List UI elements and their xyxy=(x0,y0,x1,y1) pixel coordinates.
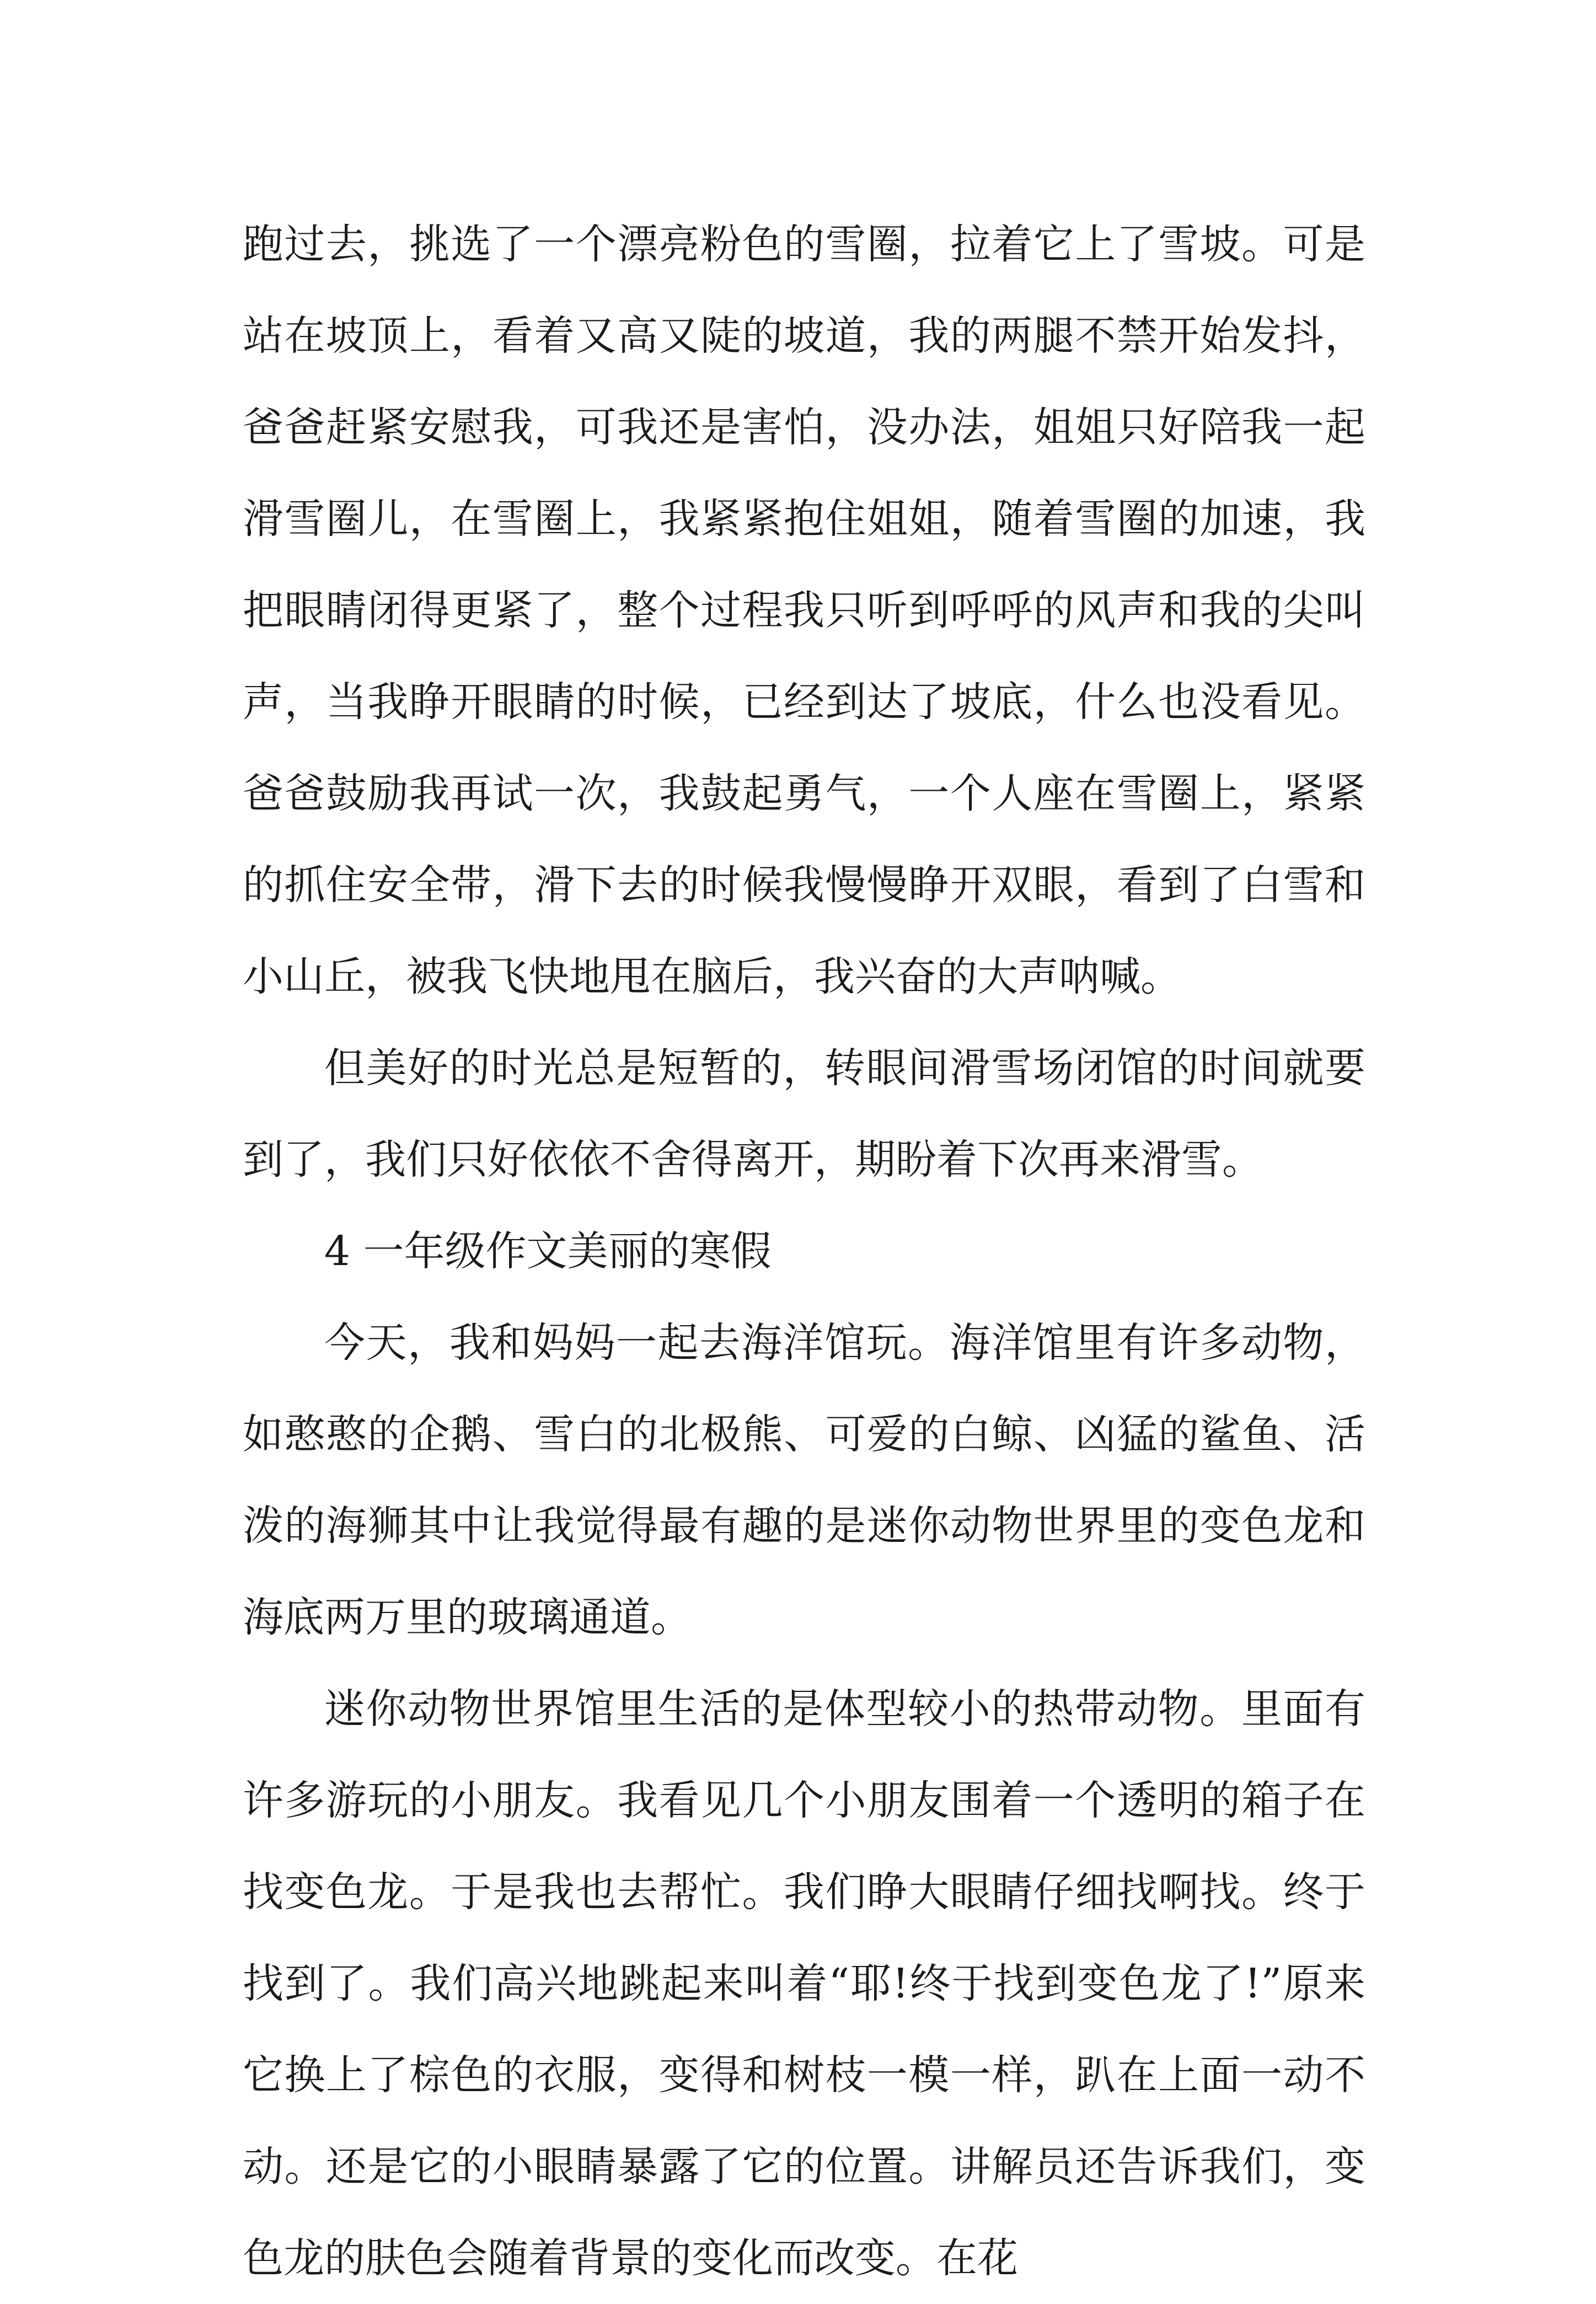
paragraph-2: 但美好的时光总是短暂的，转眼间滑雪场闭馆的时间就要到了，我们只好依依不舍得离开，期盼着下次再来滑雪。 xyxy=(243,1044,1365,1183)
paragraph-3: 今天，我和妈妈一起去海洋馆玩。海洋馆里有许多动物，如憨憨的企鹅、雪白的北极熊、可爱的白鲸、凶猛的鲨鱼、活泼的海狮其中让我觉得最有趣的是迷你动物世界里的变色龙和海底两万里的玻璃通道。 xyxy=(243,1319,1365,1641)
section-heading: 4 一年级作文美丽的寒假 xyxy=(324,1228,772,1275)
paragraph-4: 迷你动物世界馆里生活的是体型较小的热带动物。里面有许多游玩的小朋友。我看见几个小朋友围着一个透明的箱子在找变色龙。于是我也去帮忙。我们睁大眼睛仔细找啊找。终于找到了。我们高兴地跳起来叫着“耶!终于找到变色龙了!”原来它换上了棕色的衣服，变得和树枝一模一样，趴在上面一动不动。还是它的小眼睛暴露了它的位置。讲解员还告诉我们，变色龙的肤色会随着背景的变化而改变。在花 xyxy=(243,1685,1365,2282)
paragraph-1: 跑过去，挑选了一个漂亮粉色的雪圈，拉着它上了雪坡。可是站在坡顶上，看着又高又陡的坡道，我的两腿不禁开始发抖，爸爸赶紧安慰我，可我还是害怕，没办法，姐姐只好陪我一起滑雪圈儿，在雪圈上，我紧紧抱住姐姐，随着雪圈的加速，我把眼睛闭得更紧了，整个过程我只听到呼呼的风声和我的尖叫声，当我睁开眼睛的时候，已经到达了坡底，什么也没看见。爸爸鼓励我再试一次，我鼓起勇气，一个人座在雪圈上，紧紧的抓住安全带，滑下去的时候我慢慢睁开双眼，看到了白雪和小山丘，被我飞快地甩在脑后，我兴奋的大声呐喊。 xyxy=(243,221,1365,1000)
document-body xyxy=(243,199,1365,2304)
